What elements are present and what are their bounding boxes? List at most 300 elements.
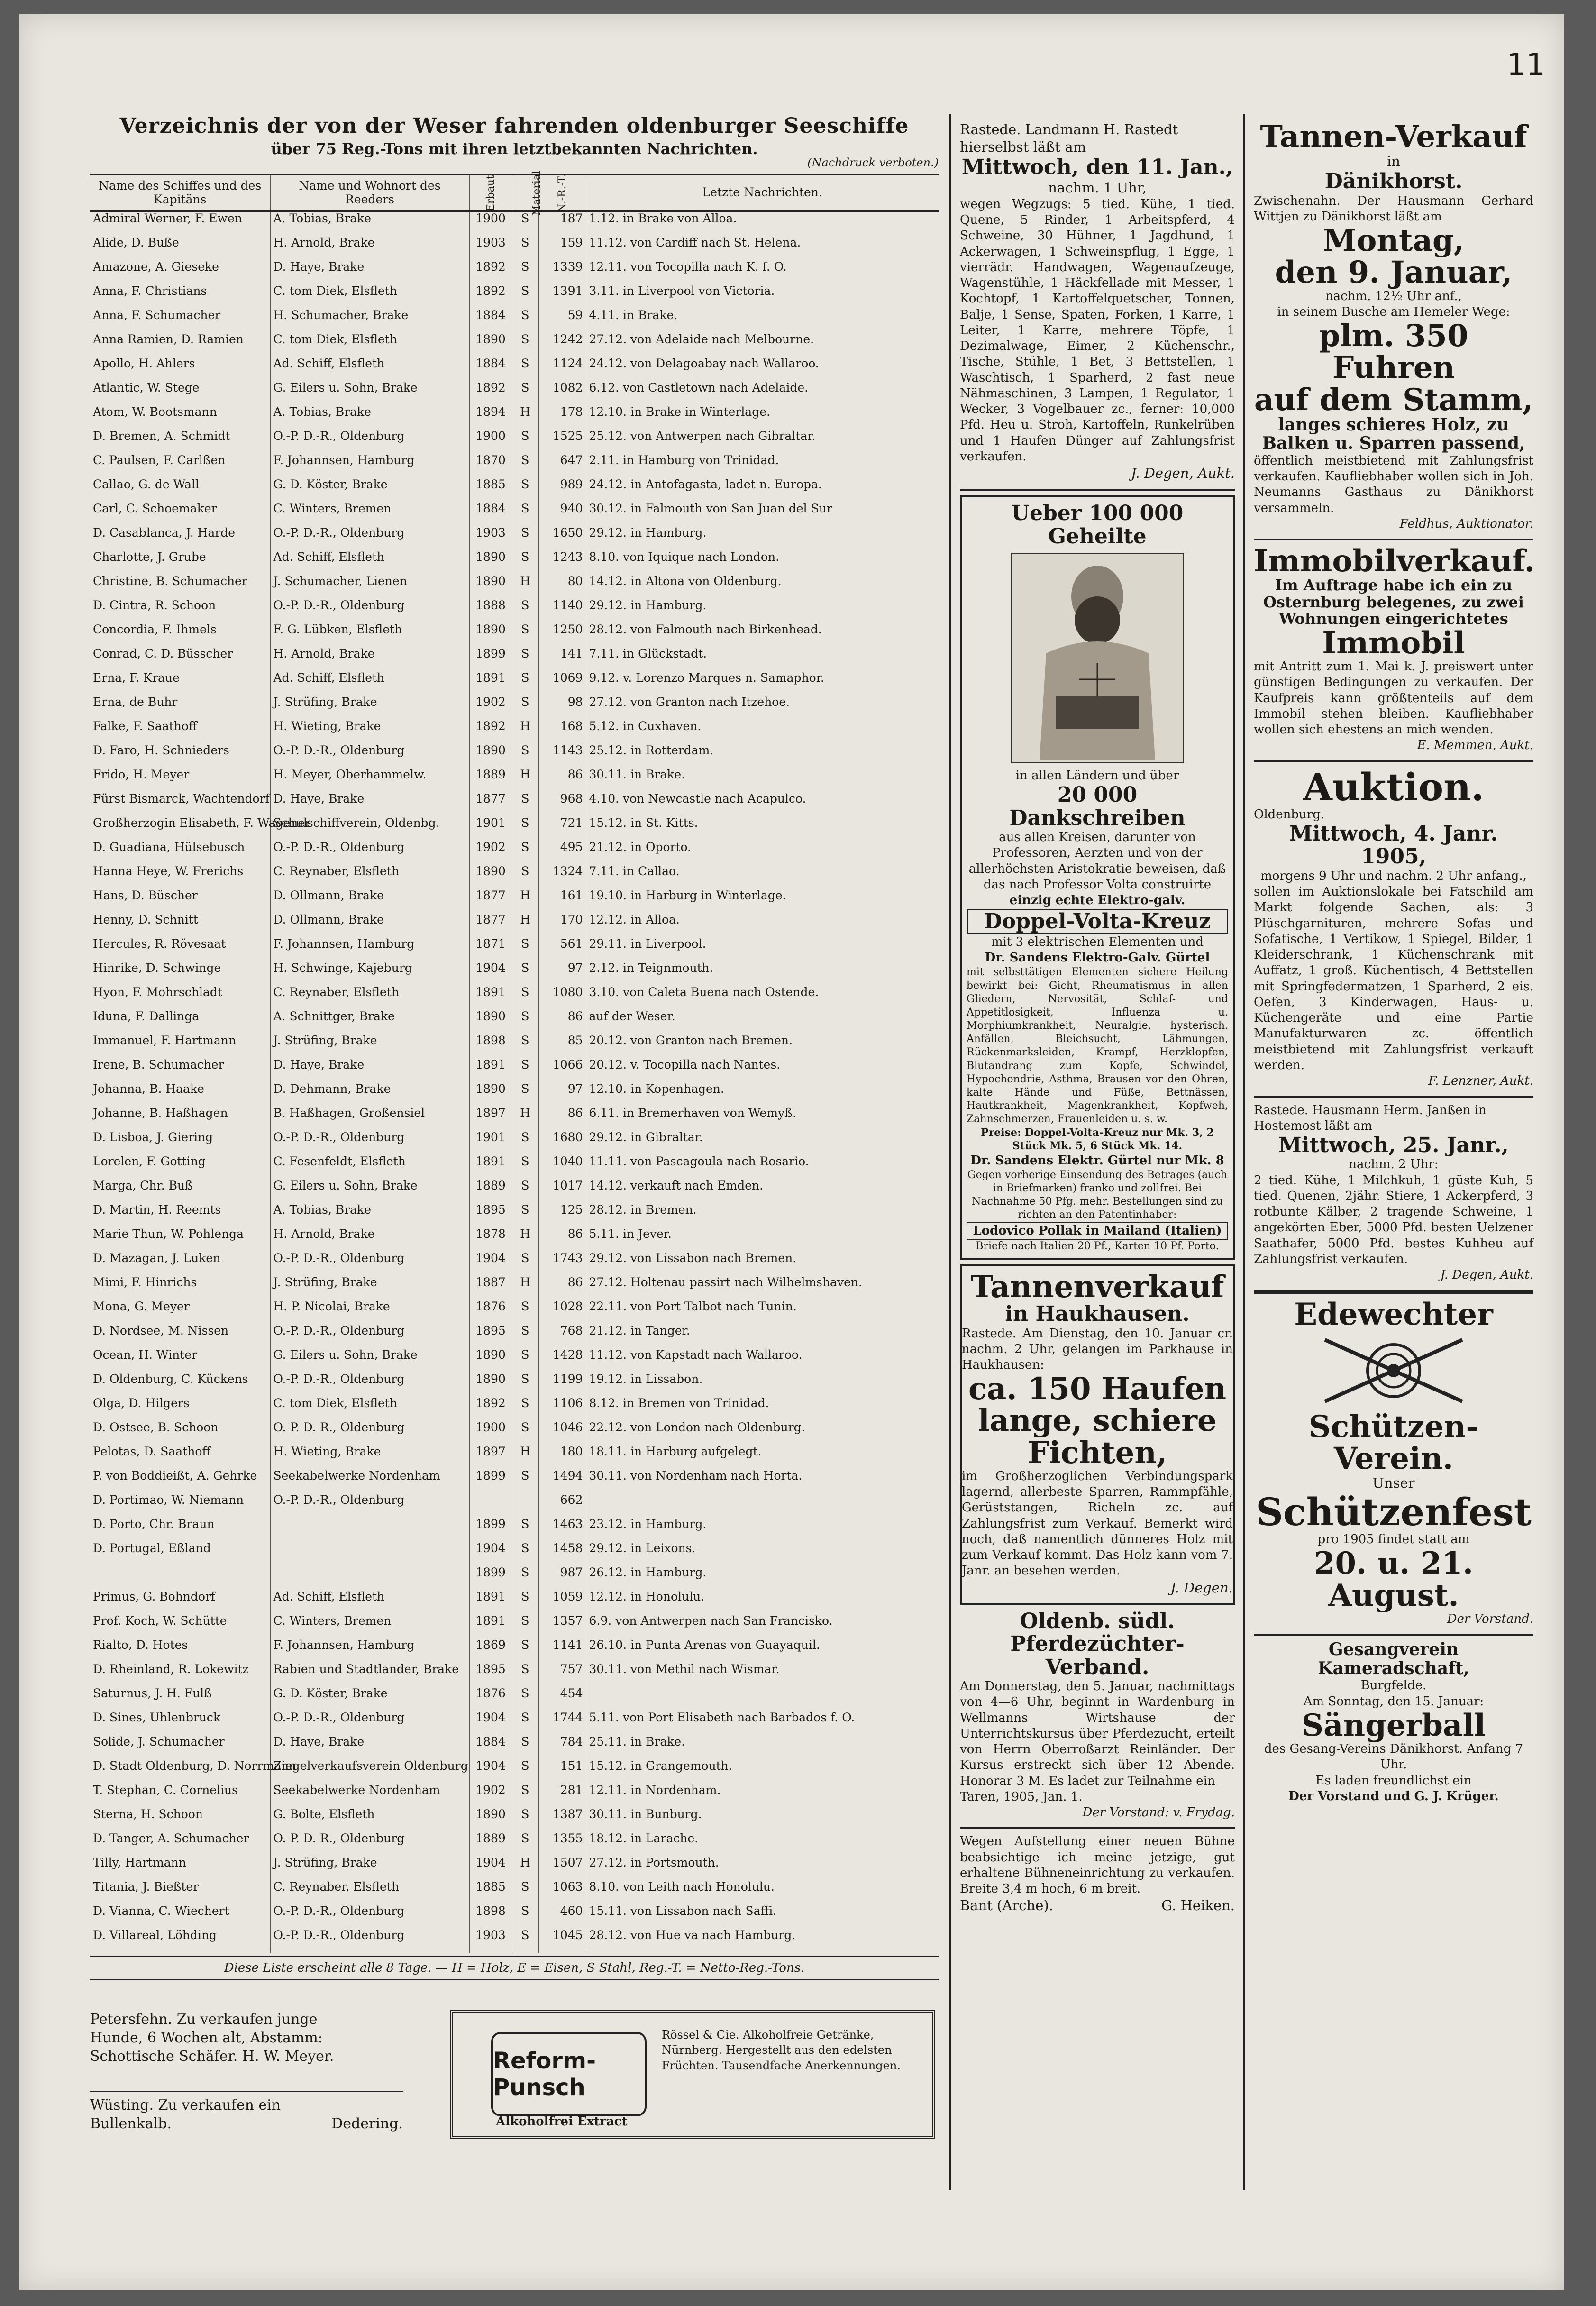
column-rule-1 bbox=[949, 114, 951, 2190]
ship-year: 1892 bbox=[469, 720, 512, 744]
table-row bbox=[90, 1107, 939, 1131]
ship-owner: C. Winters, Bremen bbox=[270, 1614, 469, 1638]
r-ad3-body: sollen im Auktionslokale bei Fatschild am Markt folgende Sachen, als: 3 Plüschgarnituren, mehrere Sofas und Sofatische, 1 Vertikow, 1 Spiegel, Bilder, 1 Kleiderschrank, 1 Küchenschrank mit Auffatz, 1 groß. Küchentisch, 4 Bettstellen mit Springfedermatzen, 1 Sparherd, 2 eis. Oefen, 3 Kinderwagen, Haus- u. Küchengeräte und eine Partie Manufakturwaren zc. öffentlich meistbietend mit Zahlungsfrist verkauft werden. bbox=[1254, 885, 1533, 1072]
ship-year: 1895 bbox=[469, 1203, 512, 1227]
header-tons: N.-R.-T. bbox=[538, 175, 586, 211]
r-ad4-body2: 2 tied. Kühe, 1 Milchkuh, 1 güste Kuh, 5 tied. Quenen, 2jähr. Stiere, 1 Ackerpferd, 3 rotbunte Kälber, 2 tragende Schweine, 1 angekörten Eber, 5000 Pfd. besten Uelzener Saathafer, 5000 Pfd. bestes Kuhheu auf Zahlungsfrist verkaufen. bbox=[1254, 1173, 1533, 1267]
ship-material: S bbox=[512, 1397, 538, 1421]
ship-name: Hanna Heye, W. Frerichs bbox=[93, 864, 244, 878]
table-row bbox=[90, 913, 939, 937]
table-row bbox=[90, 309, 939, 333]
ship-name bbox=[90, 1566, 270, 1590]
ship-name: Marga, Chr. Buß bbox=[93, 1178, 193, 1192]
ship-name: Sterna, H. Schoon bbox=[93, 1807, 203, 1821]
ship-news: 28.12. von Hue va nach Hamburg. bbox=[586, 1929, 939, 1953]
table-row bbox=[90, 1929, 939, 1953]
r-ad6-title: Gesangverein Kameradschaft, bbox=[1318, 1639, 1469, 1678]
ship-material: S bbox=[512, 599, 538, 623]
ad1-head: Rastede. Landmann H. Rastedt hierselbst läßt am bbox=[960, 121, 1178, 156]
ship-year: 1890 bbox=[469, 333, 512, 357]
table-row bbox=[90, 1034, 939, 1058]
ship-owner: O.-P. D.-R., Oldenburg bbox=[270, 841, 469, 865]
ship-news bbox=[586, 1493, 939, 1518]
ship-name: D. Sines, Uhlenbruck bbox=[93, 1710, 221, 1724]
ship-table-body bbox=[90, 211, 939, 1953]
ship-name: Hans, D. Büscher bbox=[93, 888, 198, 902]
ship-material: S bbox=[512, 1034, 538, 1058]
table-row bbox=[90, 1663, 939, 1687]
table-row bbox=[90, 1058, 939, 1082]
ad1-sig: J. Degen, Aukt. bbox=[1131, 465, 1235, 482]
ship-year: 1888 bbox=[469, 599, 512, 623]
ship-news: 12.12. in Alloa. bbox=[586, 913, 939, 937]
ship-owner: D. Haye, Brake bbox=[270, 792, 469, 816]
table-row bbox=[90, 841, 939, 865]
ship-year: 1899 bbox=[469, 1566, 512, 1590]
ship-name: D. Guadiana, Hülsebusch bbox=[93, 840, 245, 854]
ship-material: S bbox=[512, 1155, 538, 1179]
r-ad3-place: Oldenburg. bbox=[1254, 807, 1325, 822]
ship-year: 1892 bbox=[469, 381, 512, 405]
ship-news: 25.11. in Brake. bbox=[586, 1735, 939, 1759]
ship-tons: 161 bbox=[538, 889, 586, 913]
ship-year: 1899 bbox=[469, 1518, 512, 1542]
r-ad1-stem: auf dem Stamm, bbox=[1254, 382, 1533, 418]
ad2-body2: mit 3 elektrischen Elementen und bbox=[991, 934, 1204, 949]
ship-tons: 1357 bbox=[538, 1614, 586, 1638]
r-ad2-sig: E. Memmen, Aukt. bbox=[1417, 738, 1533, 753]
table-row bbox=[90, 1880, 939, 1904]
ship-tons: 151 bbox=[538, 1759, 586, 1784]
ad-pferdezuechter bbox=[960, 1605, 1235, 1830]
ship-owner: O.-P. D.-R., Oldenburg bbox=[270, 1929, 469, 1953]
ship-year: 1903 bbox=[469, 236, 512, 260]
ship-material: H bbox=[512, 889, 538, 913]
ship-name: D. Lisboa, J. Giering bbox=[93, 1130, 213, 1144]
ship-owner: O.-P. D.-R., Oldenburg bbox=[270, 1131, 469, 1155]
ship-material: H bbox=[512, 405, 538, 430]
target-emblem bbox=[1315, 1335, 1472, 1406]
ship-name: Tilly, Hartmann bbox=[93, 1855, 186, 1869]
ship-table bbox=[90, 171, 939, 1953]
ship-news: 26.12. in Hamburg. bbox=[586, 1566, 939, 1590]
ship-owner: Rabien und Stadtlander, Brake bbox=[270, 1663, 469, 1687]
ship-tons: 1250 bbox=[538, 623, 586, 647]
ship-tons: 968 bbox=[538, 792, 586, 816]
ship-tons: 281 bbox=[538, 1784, 586, 1808]
ship-year: 1884 bbox=[469, 309, 512, 333]
ship-material: S bbox=[512, 1880, 538, 1904]
ship-news: 14.12. verkauft nach Emden. bbox=[586, 1179, 939, 1203]
ship-tons: 454 bbox=[538, 1687, 586, 1711]
ship-material: S bbox=[512, 1324, 538, 1348]
ship-year: 1900 bbox=[469, 430, 512, 454]
ship-owner: C. Winters, Bremen bbox=[270, 502, 469, 526]
register-title: Verzeichnis der von der Weser fahrenden oldenburger Seeschiffe bbox=[119, 114, 909, 138]
ship-name: Alide, D. Buße bbox=[93, 235, 179, 249]
ship-tons: 1082 bbox=[538, 381, 586, 405]
table-row bbox=[90, 1421, 939, 1445]
header-year: Erbaut bbox=[469, 175, 512, 211]
ship-year: 1895 bbox=[469, 1324, 512, 1348]
ship-news: 25.12. von Antwerpen nach Gibraltar. bbox=[586, 430, 939, 454]
ship-owner: G. D. Köster, Brake bbox=[270, 1687, 469, 1711]
ship-name: Admiral Werner, F. Ewen bbox=[93, 211, 242, 225]
ship-news: 5.11. in Jever. bbox=[586, 1227, 939, 1252]
header-name: Name des Schiffes und des Kapitäns bbox=[90, 175, 270, 211]
r-ad4-sig: J. Degen, Aukt. bbox=[1440, 1268, 1533, 1282]
ship-tons: 1458 bbox=[538, 1542, 586, 1566]
ad-dogs-line2: Hunde, 6 Wochen alt, Abstamm: bbox=[90, 2030, 323, 2046]
ship-news: 27.12. von Adelaide nach Melbourne. bbox=[586, 333, 939, 357]
table-row bbox=[90, 430, 939, 454]
ship-news: 3.11. in Liverpool von Victoria. bbox=[586, 284, 939, 309]
ad-bull-sig: Dedering. bbox=[331, 2115, 403, 2132]
ship-owner: O.-P. D.-R., Oldenburg bbox=[270, 1493, 469, 1518]
ad2-only: einzig echte Elektro-galv. bbox=[1009, 893, 1186, 908]
ship-year: 1890 bbox=[469, 1808, 512, 1832]
ship-year: 1892 bbox=[469, 1397, 512, 1421]
ship-owner: H. Arnold, Brake bbox=[270, 1227, 469, 1252]
ship-news: 28.12. in Bremen. bbox=[586, 1203, 939, 1227]
ship-owner: O.-P. D.-R., Oldenburg bbox=[270, 1324, 469, 1348]
ship-material: S bbox=[512, 550, 538, 575]
ship-material: S bbox=[512, 1131, 538, 1155]
ad4-sig: Der Vorstand: v. Frydag. bbox=[1082, 1805, 1235, 1820]
reform-product: Reform-Punsch bbox=[493, 2048, 596, 2101]
table-row bbox=[90, 1373, 939, 1397]
table-row bbox=[90, 647, 939, 671]
ship-year: 1892 bbox=[469, 260, 512, 284]
ship-material: S bbox=[512, 526, 538, 550]
ship-name: Charlotte, J. Grube bbox=[93, 549, 206, 564]
table-row bbox=[90, 720, 939, 744]
ship-name: Atom, W. Bootsmann bbox=[93, 404, 217, 419]
ship-year: 1877 bbox=[469, 913, 512, 937]
r-ad5-title2: Schützen-Verein. bbox=[1309, 1409, 1478, 1476]
ship-owner: Seekabelwerke Nordenham bbox=[270, 1784, 469, 1808]
table-row bbox=[90, 1566, 939, 1590]
ship-news: 29.11. in Liverpool. bbox=[586, 937, 939, 961]
ship-tons: 768 bbox=[538, 1324, 586, 1348]
ship-tons: 989 bbox=[538, 478, 586, 502]
table-row bbox=[90, 1252, 939, 1276]
ad2-price2: Dr. Sandens Elektr. Gürtel nur Mk. 8 bbox=[970, 1153, 1224, 1168]
ship-year: 1904 bbox=[469, 1542, 512, 1566]
r-ad1-body: Zwischenahn. Der Hausmann Gerhard Wittjen zu Dänikhorst läßt am bbox=[1254, 193, 1533, 224]
ship-name: Christine, B. Schumacher bbox=[93, 574, 247, 588]
r-ad1-time: nachm. 12½ Uhr anf., bbox=[1325, 289, 1462, 303]
ship-tons: 1141 bbox=[538, 1638, 586, 1663]
table-row bbox=[90, 889, 939, 913]
ship-tons: 170 bbox=[538, 913, 586, 937]
ship-news: 30.11. in Bunburg. bbox=[586, 1808, 939, 1832]
ship-table-header bbox=[90, 175, 939, 211]
ship-material: S bbox=[512, 623, 538, 647]
ship-year: 1884 bbox=[469, 502, 512, 526]
ship-tons: 1355 bbox=[538, 1832, 586, 1856]
ship-news: 7.11. in Glückstadt. bbox=[586, 647, 939, 671]
ship-news: 27.12. von Granton nach Itzehoe. bbox=[586, 695, 939, 720]
ship-owner: D. Dehmann, Brake bbox=[270, 1082, 469, 1107]
r-ad5-our: Unser bbox=[1372, 1475, 1415, 1492]
ship-name: Rialto, D. Hotes bbox=[93, 1638, 188, 1652]
ship-tons: 987 bbox=[538, 1566, 586, 1590]
ship-material: S bbox=[512, 1373, 538, 1397]
ship-material: S bbox=[512, 260, 538, 284]
ad4-title: Oldenb. südl. Pferdezüchter-Verband. bbox=[1010, 1609, 1185, 1679]
ship-tons: 1324 bbox=[538, 865, 586, 889]
r-ad2-title: Immobilverkauf. bbox=[1254, 543, 1535, 579]
ship-year: 1891 bbox=[469, 1058, 512, 1082]
ship-name: Apollo, H. Ahlers bbox=[93, 356, 195, 370]
table-row bbox=[90, 1759, 939, 1784]
ship-owner: H. Arnold, Brake bbox=[270, 236, 469, 260]
table-row bbox=[90, 1735, 939, 1759]
ship-owner: Seekabelwerke Nordenham bbox=[270, 1469, 469, 1493]
r-ad3-date: Mittwoch, 4. Janr. 1905, bbox=[1289, 822, 1498, 869]
ship-year: 1897 bbox=[469, 1445, 512, 1469]
ship-year: 1890 bbox=[469, 1082, 512, 1107]
ship-owner: F. Johannsen, Hamburg bbox=[270, 937, 469, 961]
ad5-sig: G. Heiken. bbox=[1161, 1897, 1235, 1914]
ship-material: S bbox=[512, 1735, 538, 1759]
ship-name: Atlantic, W. Stege bbox=[93, 380, 200, 394]
ship-year: 1890 bbox=[469, 623, 512, 647]
ship-news: 8.10. von Leith nach Honolulu. bbox=[586, 1880, 939, 1904]
r-ad6-body: Am Sonntag, den 15. Januar: bbox=[1303, 1694, 1484, 1709]
ship-material: S bbox=[512, 744, 538, 768]
ad-immobilverkauf bbox=[1254, 540, 1533, 762]
ad3-qty: ca. 150 Haufen bbox=[968, 1371, 1227, 1407]
ad-dogs-line3: Schottische Schäfer. H. W. Meyer. bbox=[90, 2048, 334, 2065]
r-ad5-title: Edewechter bbox=[1294, 1296, 1493, 1332]
ship-tons: 178 bbox=[538, 405, 586, 430]
table-row bbox=[90, 671, 939, 695]
ad3-title: Tannenverkauf bbox=[970, 1269, 1224, 1305]
ship-tons: 1650 bbox=[538, 526, 586, 550]
ship-name: Saturnus, J. H. Fulß bbox=[93, 1686, 212, 1700]
ship-tons: 1143 bbox=[538, 744, 586, 768]
ship-news: 15.11. von Lissabon nach Saffi. bbox=[586, 1904, 939, 1929]
ship-name: Marie Thun, W. Pohlenga bbox=[93, 1226, 244, 1241]
ship-material: S bbox=[512, 1252, 538, 1276]
ship-material: S bbox=[512, 381, 538, 405]
ship-year: 1903 bbox=[469, 526, 512, 550]
register-subtitle: über 75 Reg.-Tons mit ihren letztbekannten Nachrichten. bbox=[271, 140, 758, 158]
ad-tannenverkauf-haukhausen bbox=[960, 1264, 1235, 1605]
ship-owner: C. Reynaber, Elsfleth bbox=[270, 1880, 469, 1904]
table-row bbox=[90, 502, 939, 526]
ship-news: 6.12. von Castletown nach Adelaide. bbox=[586, 381, 939, 405]
ship-owner: J. Schumacher, Lienen bbox=[270, 575, 469, 599]
table-row bbox=[90, 599, 939, 623]
ship-owner: Ad. Schiff, Elsfleth bbox=[270, 357, 469, 381]
ship-material: S bbox=[512, 333, 538, 357]
r-ad5-sig: Der Vorstand. bbox=[1447, 1611, 1533, 1626]
ship-tons: 1525 bbox=[538, 430, 586, 454]
ship-year: 1899 bbox=[469, 647, 512, 671]
ship-tons: 1069 bbox=[538, 671, 586, 695]
ship-name: Hinrike, D. Schwinge bbox=[93, 961, 221, 975]
ship-owner: F. Johannsen, Hamburg bbox=[270, 1638, 469, 1663]
ad-auktion-oldenburg bbox=[1254, 762, 1533, 1098]
ship-news: 22.12. von London nach Oldenburg. bbox=[586, 1421, 939, 1445]
ship-material: S bbox=[512, 1638, 538, 1663]
r-ad1-place: Dänikhorst. bbox=[1324, 169, 1463, 194]
ad1-time: nachm. 1 Uhr, bbox=[1048, 179, 1147, 196]
ad2-body3: mit selbsttätigen Elementen sichere Heilung bewirkt bei: Gicht, Rheumatismus in allen Gliedern, Nervosität, Schlaf- und Appetitlosigkeit, Influenza u. Morphiumkrankheit, Neuralgie, hysterisch. Anfällen, Bleichsucht, Lähmungen, Rückenmarksleiden, Krampf, Herzklopfen, Blutandrang zum Kopfe, Schwindel, Hypochondrie, Asthma, Brausen vor den Ohren, kalte Hände und Füße, Bettnässen, Hautkrankheit, Magenkrankheit, Kopfweh, Zahnschmerzen, Frauenleiden u. s. w. bbox=[967, 966, 1228, 1126]
ship-name: D. Villareal, Löhding bbox=[93, 1928, 217, 1942]
ship-owner: O.-P. D.-R., Oldenburg bbox=[270, 744, 469, 768]
ship-year: 1902 bbox=[469, 695, 512, 720]
r-ad1-sig: Feldhus, Auktionator. bbox=[1399, 516, 1533, 531]
header-material: Material bbox=[512, 175, 538, 211]
ship-news: 24.12. in Antofagasta, ladet n. Europa. bbox=[586, 478, 939, 502]
table-row bbox=[90, 1397, 939, 1421]
ship-tons: 141 bbox=[538, 647, 586, 671]
table-row bbox=[90, 1542, 939, 1566]
r-ad6-ball: Sängerball bbox=[1301, 1707, 1486, 1743]
ship-owner: C. tom Diek, Elsfleth bbox=[270, 333, 469, 357]
table-row bbox=[90, 333, 939, 357]
newspaper-page bbox=[19, 14, 1564, 2290]
ship-name: Amazone, A. Gieseke bbox=[93, 259, 219, 274]
ship-material: S bbox=[512, 986, 538, 1010]
ship-name: D. Casablanca, J. Harde bbox=[93, 525, 236, 540]
ship-tons: 1743 bbox=[538, 1252, 586, 1276]
right-column bbox=[1254, 116, 1533, 1811]
ship-name: Immanuel, F. Hartmann bbox=[93, 1033, 236, 1047]
table-row bbox=[90, 1687, 939, 1711]
ship-name: D. Oldenburg, C. Kückens bbox=[93, 1372, 248, 1386]
ship-news: 27.12. Holtenau passirt nach Wilhelmshaven. bbox=[586, 1276, 939, 1300]
table-row bbox=[90, 937, 939, 961]
ship-owner: D. Haye, Brake bbox=[270, 260, 469, 284]
ship-owner: D. Haye, Brake bbox=[270, 1735, 469, 1759]
ship-name: Titania, J. Bießter bbox=[93, 1879, 199, 1894]
table-row bbox=[90, 1276, 939, 1300]
ship-news: 29.12. von Lissabon nach Bremen. bbox=[586, 1252, 939, 1276]
ship-material: S bbox=[512, 937, 538, 961]
ship-year: 1889 bbox=[469, 1832, 512, 1856]
table-row bbox=[90, 1518, 939, 1542]
ship-year: 1904 bbox=[469, 1252, 512, 1276]
ship-news: 25.12. in Rotterdam. bbox=[586, 744, 939, 768]
ship-owner bbox=[270, 1566, 469, 1590]
ship-material: S bbox=[512, 1808, 538, 1832]
ship-material: S bbox=[512, 1542, 538, 1566]
ship-news: 30.12. in Falmouth von San Juan del Sur bbox=[586, 502, 939, 526]
ship-news: 14.12. in Altona von Oldenburg. bbox=[586, 575, 939, 599]
ship-material: S bbox=[512, 1010, 538, 1034]
ship-name: Ocean, H. Winter bbox=[93, 1347, 198, 1362]
table-row bbox=[90, 1203, 939, 1227]
ship-name: Carl, C. Schoemaker bbox=[93, 501, 217, 515]
ship-owner: G. Bolte, Elsfleth bbox=[270, 1808, 469, 1832]
ship-year: 1877 bbox=[469, 889, 512, 913]
table-row bbox=[90, 1832, 939, 1856]
ship-owner: O.-P. D.-R., Oldenburg bbox=[270, 1904, 469, 1929]
ship-tons: 1045 bbox=[538, 1929, 586, 1953]
ship-material: S bbox=[512, 1566, 538, 1590]
ad-rastede-janssen bbox=[1254, 1098, 1533, 1292]
ship-material: S bbox=[512, 1348, 538, 1373]
ship-material: S bbox=[512, 1687, 538, 1711]
ship-tons: 757 bbox=[538, 1663, 586, 1687]
reform-bottle-label bbox=[491, 2032, 647, 2116]
ship-name: D. Bremen, A. Schmidt bbox=[93, 429, 230, 443]
table-row bbox=[90, 236, 939, 260]
table-row bbox=[90, 1324, 939, 1348]
ship-news: 11.12. von Cardiff nach St. Helena. bbox=[586, 236, 939, 260]
portrait-illustration bbox=[1011, 553, 1184, 763]
ship-year: 1895 bbox=[469, 1663, 512, 1687]
ship-owner: G. D. Köster, Brake bbox=[270, 478, 469, 502]
ship-news: 29.12. in Hamburg. bbox=[586, 526, 939, 550]
ship-name: D. Ostsee, B. Schoon bbox=[93, 1420, 219, 1434]
ship-year: 1901 bbox=[469, 816, 512, 841]
ad2-head: Ueber 100 000 Geheilte bbox=[1011, 501, 1184, 549]
ad1-body: wegen Wegzugs: 5 tied. Kühe, 1 tied. Quene, 5 Rinder, 1 Arbeitspferd, 4 Schweine, 30 Hühner, 1 Jagdhund, 1 Ackerwagen, 1 Schweinspflug, 1 Egge, 1 vierrädr. Handwagen, Wagenaufzeuge, Wagenstühle, 1 Häckfellade mit Messer, 1 Kochtopf, 1 Kartoffelquetscher, Tonnen, Balje, 1 Sense, Spaten, Forken, 1 Karre, 1 Leiter, 1 Karre, mehrere Töpfe, 1 Dezimalwage, Eimer, 2 Küchenschr., Tische, Stühle, 1 Bet, 3 Bettstellen, 1 Waschtisch, 1 Sparherd, 2 fast neue Nähmaschinen, 3 Lampen, 1 Regulator, 1 Wecker, 3 Vogelbauer zc., ferner: 10,000 Pfd. Heu u. Stroh, Kartoffeln, Runkelrüben und 1 Haufen Dünger auf Zahlungsfrist verkaufen. bbox=[960, 197, 1235, 464]
ship-owner: F. G. Lübken, Elsfleth bbox=[270, 623, 469, 647]
register-footer: Diese Liste erscheint alle 8 Tage. — H = Holz, E = Eisen, S Stahl, Reg.-T. = Netto-Reg.-Tons. bbox=[90, 1956, 939, 1980]
ship-owner: O.-P. D.-R., Oldenburg bbox=[270, 526, 469, 550]
table-row bbox=[90, 792, 939, 816]
ship-material: S bbox=[512, 865, 538, 889]
ship-material: S bbox=[512, 695, 538, 720]
ship-material: S bbox=[512, 1929, 538, 1953]
ship-year: 1870 bbox=[469, 454, 512, 478]
ship-owner: Ad. Schiff, Elsfleth bbox=[270, 550, 469, 575]
r-ad3-title: Auktion. bbox=[1303, 764, 1485, 809]
ship-owner bbox=[270, 1542, 469, 1566]
ship-news: 29.12. in Hamburg. bbox=[586, 599, 939, 623]
ship-news: 6.9. von Antwerpen nach San Francisko. bbox=[586, 1614, 939, 1638]
ship-material: S bbox=[512, 211, 538, 236]
reform-text: Rössel & Cie. Alkoholfreie Getränke, Nürnberg. Hergestellt aus den edelsten Früchten. Tausendfache Anerkennungen. bbox=[662, 2028, 901, 2072]
ship-owner: C. Fesenfeldt, Elsfleth bbox=[270, 1155, 469, 1179]
ship-owner: H. Wieting, Brake bbox=[270, 1445, 469, 1469]
ship-year: 1890 bbox=[469, 865, 512, 889]
ad3-place: in Haukhausen. bbox=[1005, 1302, 1190, 1327]
ship-year: 1892 bbox=[469, 284, 512, 309]
ship-owner: O.-P. D.-R., Oldenburg bbox=[270, 430, 469, 454]
table-row bbox=[90, 260, 939, 284]
ship-material: H bbox=[512, 575, 538, 599]
table-row bbox=[90, 405, 939, 430]
ship-material: H bbox=[512, 1445, 538, 1469]
ship-year: 1890 bbox=[469, 1010, 512, 1034]
ship-material: S bbox=[512, 357, 538, 381]
ship-news: 12.11. in Nordenham. bbox=[586, 1784, 939, 1808]
ship-news: 20.12. von Granton nach Bremen. bbox=[586, 1034, 939, 1058]
ship-material: S bbox=[512, 792, 538, 816]
ship-name: Falke, F. Saathoff bbox=[93, 719, 197, 733]
ad-bull-line2: Bullenkalb. bbox=[90, 2115, 172, 2132]
ship-name: D. Stadt Oldenburg, D. Norrmann bbox=[93, 1758, 297, 1773]
ship-tons: 1243 bbox=[538, 550, 586, 575]
table-row bbox=[90, 526, 939, 550]
ship-news: 12.12. in Honolulu. bbox=[586, 1590, 939, 1614]
ad2-count: 20 000 Dankschreiben bbox=[1009, 783, 1186, 830]
ad-reform-punsch bbox=[450, 2010, 935, 2139]
ship-name: Irene, B. Schumacher bbox=[93, 1057, 224, 1071]
ship-news: 11.12. von Kapstadt nach Wallaroo. bbox=[586, 1348, 939, 1373]
middle-column bbox=[960, 116, 1235, 1922]
ship-year: 1902 bbox=[469, 1784, 512, 1808]
ship-tons: 1106 bbox=[538, 1397, 586, 1421]
